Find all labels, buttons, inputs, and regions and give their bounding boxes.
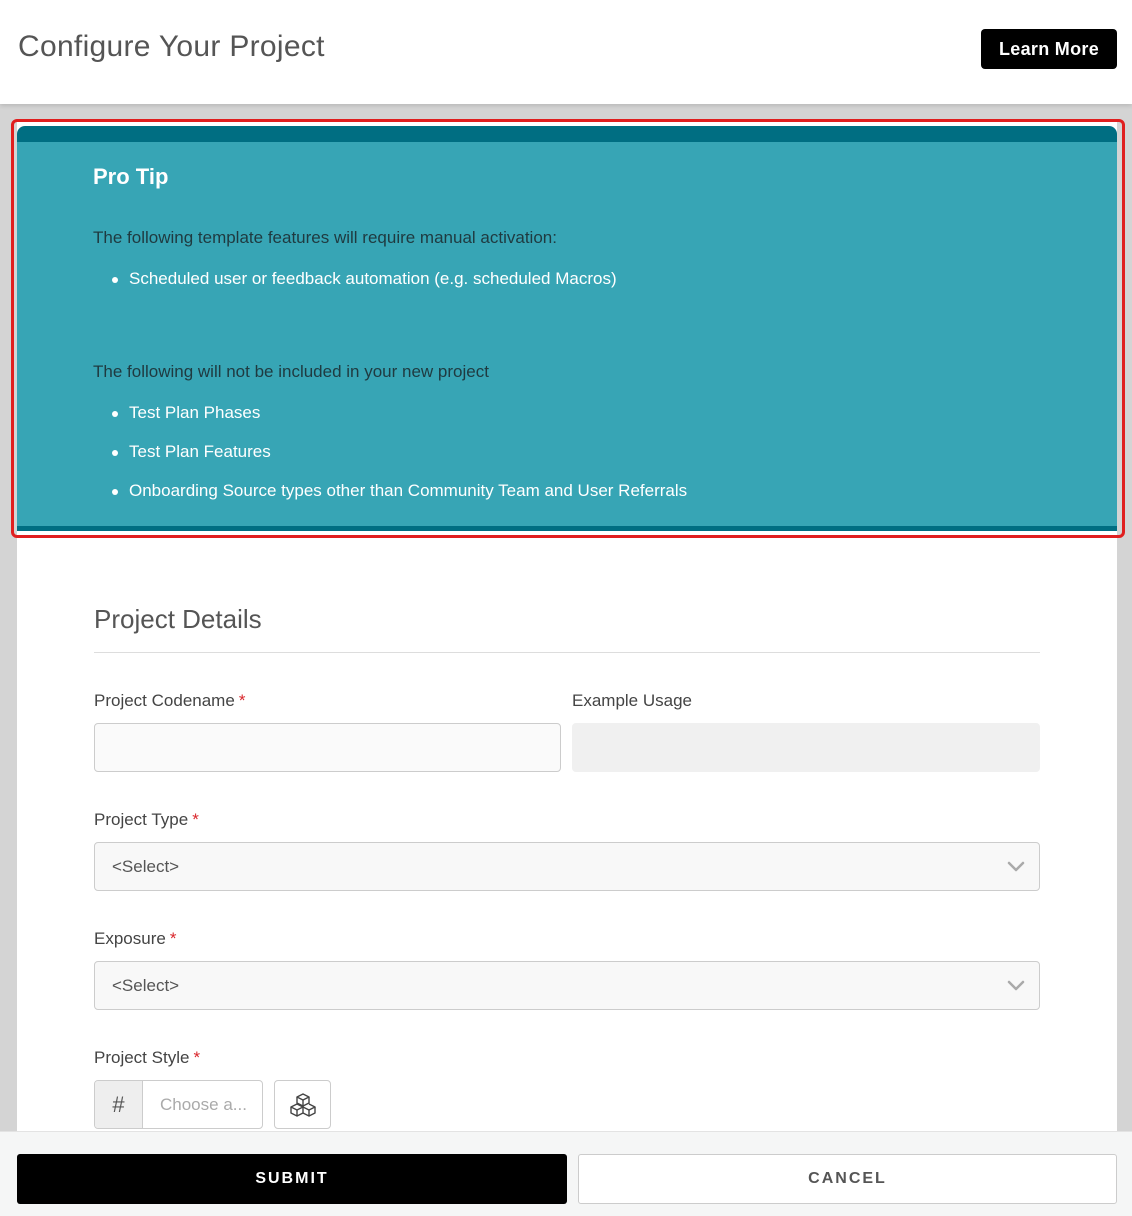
project-type-value: <Select> <box>112 857 180 876</box>
project-type-label-text: Project Type <box>94 810 189 829</box>
exposure-label <box>94 929 176 949</box>
exposure-select[interactable] <box>94 961 1040 1010</box>
divider <box>94 652 1040 653</box>
project-style-label <box>94 1048 200 1068</box>
codename-label-text: Project Codename <box>94 691 235 710</box>
pro-tip-title: Pro Tip <box>93 164 169 189</box>
example-usage-label: Example Usage <box>572 691 693 710</box>
submit-button[interactable]: SUBMIT <box>17 1154 567 1204</box>
required-marker: * <box>192 810 199 829</box>
style-picker-button[interactable] <box>274 1080 331 1129</box>
hash-icon: # <box>95 1081 143 1128</box>
required-marker: * <box>238 691 246 710</box>
footer-bar <box>0 1131 1132 1216</box>
section-title: Project Details <box>94 604 262 634</box>
required-marker: * <box>193 1048 201 1067</box>
chevron-down-icon <box>1007 976 1025 994</box>
project-style-label-text: Project Style <box>94 1048 190 1067</box>
page-title: Configure Your Project <box>18 30 325 63</box>
list-item: Test Plan Features <box>129 441 687 480</box>
codename-input[interactable] <box>94 723 561 772</box>
project-style-placeholder: Choose a... <box>160 1095 247 1114</box>
pro-tip-banner <box>17 126 1117 531</box>
excluded-intro: The following will not be included in your new project <box>93 362 489 381</box>
required-marker: * <box>169 929 177 948</box>
excluded-list <box>129 402 687 519</box>
list-item: Test Plan Phases <box>129 402 687 441</box>
learn-more-button[interactable]: Learn More <box>981 29 1117 69</box>
codename-label <box>94 691 245 711</box>
manual-activation-list <box>129 268 617 307</box>
chevron-down-icon <box>1007 857 1025 875</box>
cubes-icon <box>288 1092 318 1118</box>
page-header <box>0 0 1132 104</box>
cancel-button[interactable]: CANCEL <box>578 1154 1117 1204</box>
exposure-label-text: Exposure <box>94 929 166 948</box>
exposure-value: <Select> <box>112 976 180 995</box>
list-item: Scheduled user or feedback automation (e.g. scheduled Macros) <box>129 268 617 307</box>
manual-activation-intro: The following template features will require manual activation: <box>93 228 557 247</box>
list-item: Onboarding Source types other than Community Team and User Referrals <box>129 480 687 519</box>
project-type-label <box>94 810 199 830</box>
project-style-input[interactable] <box>94 1080 263 1129</box>
example-usage-field <box>572 723 1040 772</box>
project-type-select[interactable] <box>94 842 1040 891</box>
